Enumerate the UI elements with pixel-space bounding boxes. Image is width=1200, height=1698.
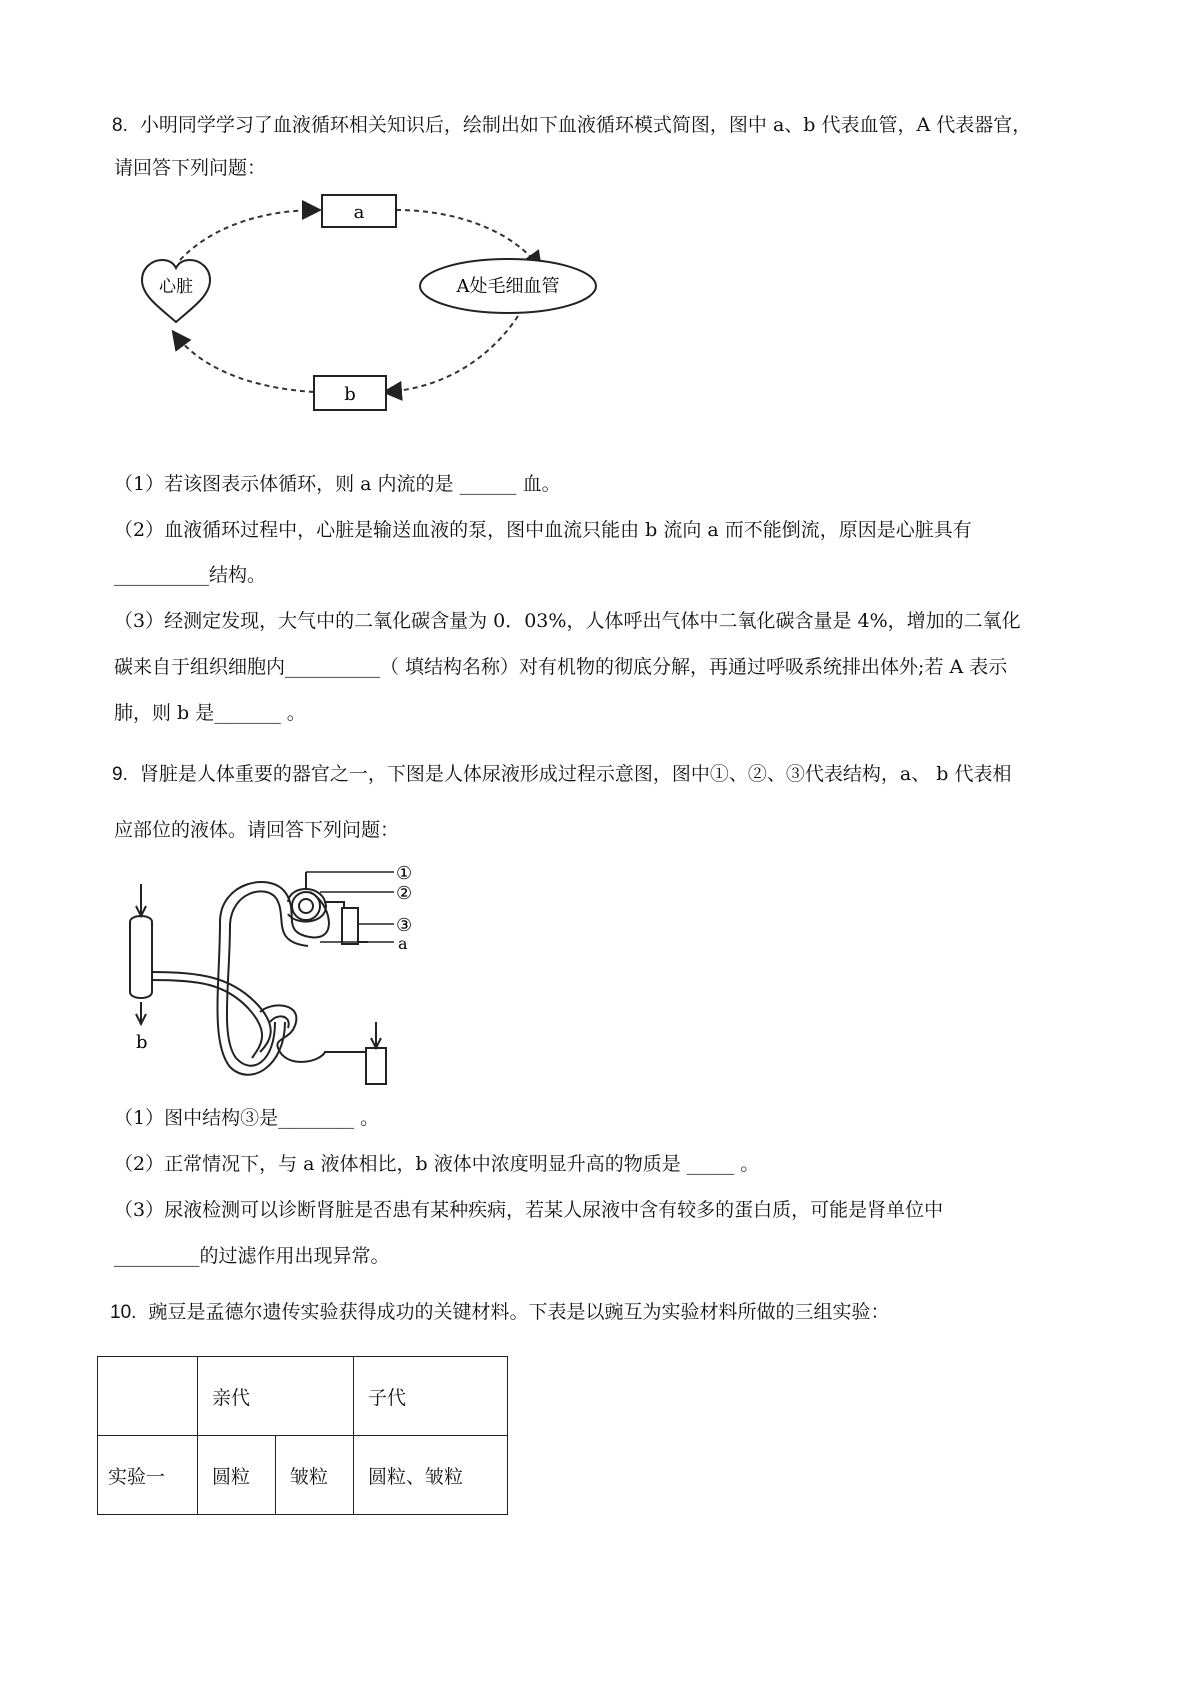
q8-intro-line2: 请回答下列问题： (114, 157, 267, 179)
glomerulus (292, 892, 320, 920)
table-header-row (98, 1357, 508, 1436)
collecting-duct (130, 916, 152, 998)
label-a: a (398, 934, 408, 953)
row1-parent-2: 皱粒 (276, 1436, 354, 1515)
q10-number: 10. (110, 1302, 137, 1323)
renal-vein (366, 1048, 386, 1084)
q8-sub2-line2: __________结构。 (114, 564, 267, 586)
vessel-a-label: a (353, 202, 365, 223)
q9-sub3-line2: _________的过滤作用出现异常。 (114, 1245, 390, 1267)
label-2: ② (396, 883, 413, 904)
q8-sub1: （1）若该图表示体循环，则 a 内流的是 ______ 血。 (114, 473, 561, 495)
label-b: b (136, 1032, 148, 1053)
q9-sub3-line1: （3）尿液检测可以诊断肾脏是否患有某种疾病，若某人尿液中含有较多的蛋白质，可能是肾单位中 (114, 1199, 944, 1221)
q8-sub3-line3: 肺，则 b 是_______ 。 (114, 702, 306, 724)
q8-sub3-line2: 碳来自于组织细胞内__________（ 填结构名称）对有机物的彻底分解，再通过呼吸系统排出体外;若 A 表示 (114, 656, 1008, 678)
label-1: ① (396, 863, 413, 884)
pea-experiment-table (97, 1356, 508, 1515)
q10-intro (110, 1300, 889, 1325)
q8-sub3-line1: （3）经测定发现，大气中的二氧化碳含量为 0．03%，人体呼出气体中二氧化碳含量是 4%，增加的二氧化 (114, 610, 1021, 632)
row1-parent-1: 圆粒 (198, 1436, 276, 1515)
flow-capillary-to-b (386, 316, 518, 392)
q8-sub2-line1: （2）血液循环过程中，心脏是输送血液的泵，图中血流只能由 b 流向 a 而不能倒流，原因是心脏具有 (114, 519, 972, 541)
q9-sub2: （2）正常情况下，与 a 液体相比，b 液体中浓度明显升高的物质是 _____ 。 (114, 1153, 760, 1175)
q10-intro-text: 豌豆是孟德尔遗传实验获得成功的关键材料。下表是以豌互为实验材料所做的三组实验： (148, 1301, 890, 1323)
label-3: ③ (396, 915, 413, 936)
header-parent: 亲代 (198, 1357, 354, 1436)
q9-intro-line1 (112, 762, 1011, 787)
vessel-b-label: b (344, 384, 356, 405)
row1-child: 圆粒、皱粒 (354, 1436, 508, 1515)
nephron-diagram (110, 862, 470, 1090)
q8-intro-text: 小明同学学习了血液循环相关知识后，绘制出如下血液循环模式简图，图中 a、b 代表血管，A 代表器官， (139, 114, 1032, 136)
table-corner-cell (98, 1357, 198, 1436)
table-row (98, 1436, 508, 1515)
q8-intro-line1 (112, 113, 1031, 138)
header-child: 子代 (354, 1357, 508, 1436)
heart-label: 心脏 (159, 277, 193, 297)
circulation-diagram (140, 188, 660, 450)
q9-number: 9. (112, 764, 128, 785)
q9-intro-line2: 应部位的液体。请回答下列问题： (114, 819, 400, 841)
q9-intro-text: 肾脏是人体重要的器官之一，下图是人体尿液形成过程示意图，图中①、②、③代表结构，a、 b 代表相 (139, 763, 1012, 785)
row-label: 实验一 (98, 1436, 198, 1515)
q8-number: 8. (112, 115, 128, 136)
flow-b-to-heart (174, 333, 314, 392)
capillary-label: A处毛细血管 (456, 276, 560, 297)
q9-sub1: （1）图中结构③是________ 。 (114, 1107, 380, 1129)
flow-heart-to-a (180, 210, 318, 260)
